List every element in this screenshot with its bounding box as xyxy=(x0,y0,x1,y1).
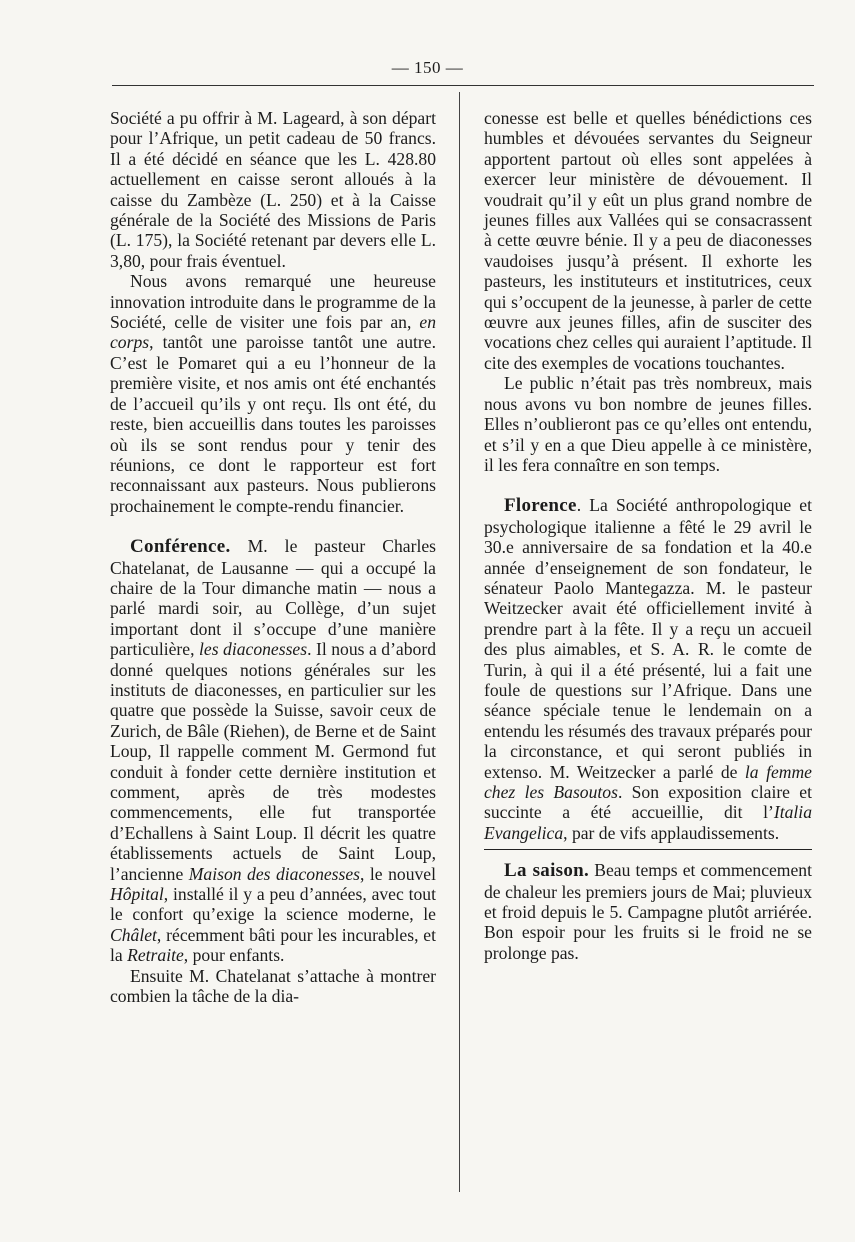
left-column xyxy=(110,108,436,1006)
paragraph-societe: Société a pu offrir à M. Lageard, à son départ pour l’Afrique, un petit cadeau de 50 francs. Il a été décidé en séance que les L. 428.80 actuellement en caisse seront alloués à la caisse du Zambèze (L. 250) et à la Caisse générale de la Société des Missions de Paris (L. 175), la Société retenant par devers elle L. 3,80, pour frais éventuel. xyxy=(110,108,436,271)
paragraph-florence: Florence. La Société anthropologique et psychologique italienne a fêté le 29 avril le 30.e anniversaire de sa fondation et la 40.e année d’enseignement de son fondateur, le sénateur Paolo Mantegazza. M. le pasteur Weitzecker avait été officiellement invité à prendre part à la fête. Il y a reçu un accueil des plus aimables, et S. A. R. le comte de Turin, à qui il a été présenté, lui a fait une foule de questions sur l’Afrique. Dans une séance spéciale tenue le lendemain on a entendu les résumés des travaux préparés pour la circonstance, et qui seront publiés in extenso. M. Weitzecker a parlé de la femme chez les Basoutos. Son exposition claire et succinte a été accueillie, dit l’Italia Evangelica, par de vifs applaudissements. xyxy=(484,495,812,843)
right-column xyxy=(484,108,812,963)
heading-conference: Conférence. xyxy=(130,536,231,558)
section-rule xyxy=(484,849,812,850)
paragraph-saison: La saison. Beau temps et commencement de chaleur les premiers jours de Mai; pluvieux et froid depuis le 5. Campagne plutôt arriérée. Bon espoir pour les fruits si le froid ne se prolonge pas. xyxy=(484,860,812,963)
paragraph-chatelanat: Ensuite M. Chatelanat s’attache à montrer combien la tâche de la dia- xyxy=(110,965,436,1007)
page-number: — 150 — xyxy=(391,58,464,77)
heading-saison: La saison. xyxy=(504,860,590,882)
paragraph-diaconesse: conesse est belle et quelles bénédictions ces humbles et dévouées servantes du Seigneur apportent partout où elles sont appelées à exercer leur ministère de dévouement. Il voudrait qu’il y eût un plus grand nombre de jeunes filles aux Vallées qui se consacrassent à cette œuvre bénie. Il y a peu de diaconesses vaudoises jusqu’à présent. Il exhorte les pasteurs, les instituteurs et institutrices, ceux qui s’occupent de la jeunesse, à parler de cette œuvre aux jeunes filles, afin de susciter des vocations chez celles qui auraient l’aptitude. Il cite des exemples de vocations touchantes. xyxy=(484,108,812,373)
header-rule xyxy=(112,85,814,86)
paragraph-conference: Conférence. M. le pasteur Charles Chatelanat, de Lausanne — qui a occupé la chaire de la Tour dimanche matin — nous a parlé mardi soir, au Collège, d’un sujet important dont il s’occupe d’une manière particulière, les diaconesses. Il nous a d’abord donné quelques notions générales sur les instituts de diaconesses, en particulier sur les quatre que possède la Suisse, savoir ceux de Zurich, de Bâle (Riehen), de Berne et de Saint Loup, Il rappelle comment M. Germond fut conduit à fonder cette dernière institution et comment, après de très modestes commencements, elle fut transportée d’Echallens à Saint Loup. Il décrit les quatre établissements actuels de Saint Loup, l’ancienne Maison des diaconesses, le nouvel Hôpital, installé il y a peu d’années, avec tout le confort qu’exige la science moderne, le Châlet, récemment bâti pour les incurables, et la Retraite, pour enfants. xyxy=(110,536,436,966)
paragraph-innovation: Nous avons remarqué une heureuse innovation introduite dans le programme de la Société, celle de visiter une fois par an, en corps, tantôt une paroisse tantôt une autre. C’est le Pomaret qui a eu l’honneur de la première visite, et nos amis ont été enchantés de l’accueil qu’ils y ont reçu. Ils ont été, du reste, bien accueillis dans toutes les paroisses où ils se sont rendus pour y tenir des réunions, ce dont le rapporteur est fort reconnaissant aux pasteurs. Nous publierons prochainement le compte-rendu financier. xyxy=(110,271,436,516)
heading-florence: Florence xyxy=(504,495,577,517)
paragraph-public: Le public n’était pas très nombreux, mais nous avons vu bon nombre de jeunes filles. Elles n’oublieront pas ce qu’elles ont entendu, et s’il y en a que Dieu appelle à ce ministère, il les fera connaître en son temps. xyxy=(484,373,812,475)
column-divider xyxy=(459,92,460,1192)
